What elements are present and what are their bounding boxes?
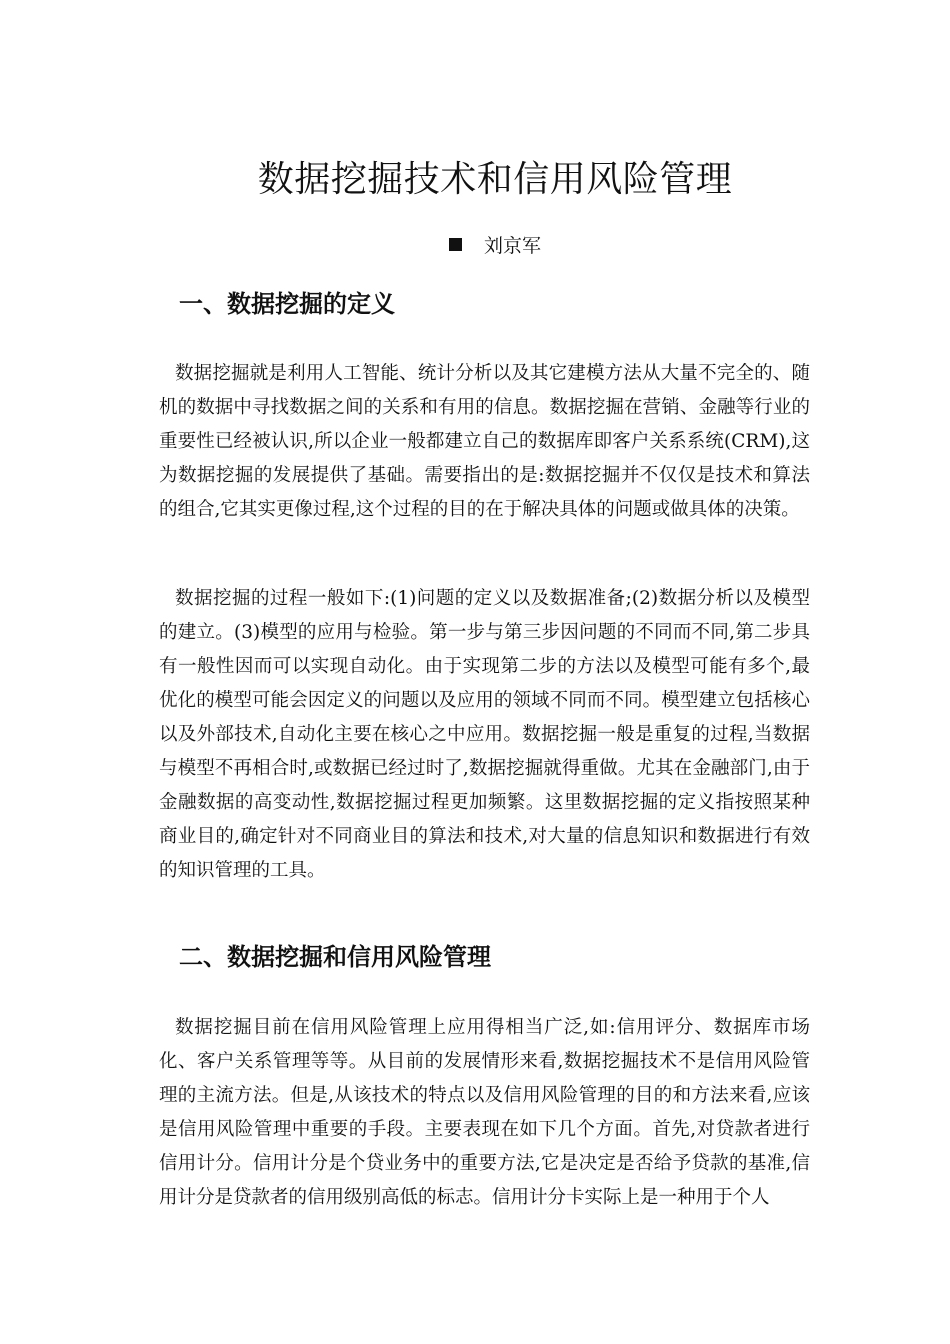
section-heading: 一、数据挖掘的定义 — [179, 290, 395, 318]
square-bullet-icon — [449, 238, 462, 251]
body-paragraph: 数据挖掘的过程一般如下:(1)问题的定义以及数据准备;(2)数据分析以及模型的建立。(3)模型的应用与检验。第一步与第三步因问题的不同而不同,第二步具有一般性因而可以实现自动化。由于实现第二步的方法以及模型可能有多个,最优化的模型可能会因定义的问题以及应用的领域不同而不同。模型建立包括核心以及外部技术,自动化主要在核心之中应用。数据挖掘一般是重复的过程,当数据与模型不再相合时,或数据已经过时了,数据挖掘就得重做。尤其在金融部门,由于金融数据的高变动性,数据挖掘过程更加频繁。这里数据挖掘的定义指按照某种商业目的,确定针对不同商业目的算法和技术,对大量的信息知识和数据进行有效的知识管理的工具。 — [159, 588, 810, 881]
author-line — [0, 232, 950, 260]
document-title: 数据挖掘技术和信用风险管理 — [257, 159, 733, 201]
body-paragraph: 数据挖掘目前在信用风险管理上应用得相当广泛,如:信用评分、数据库市场化、客户关系管理等等。从目前的发展情形来看,数据挖掘技术不是信用风险管理的主流方法。但是,从该技术的特点以及信用风险管理的目的和方法来看,应该是信用风险管理中重要的手段。主要表现在如下几个方面。首先,对贷款者进行信用计分。信用计分是个贷业务中的重要方法,它是决定是否给予贷款的基准,信用计分是贷款者的信用级别高低的标志。信用计分卡实际上是一种用于个人 — [159, 1017, 810, 1208]
body-paragraph: 数据挖掘就是利用人工智能、统计分析以及其它建模方法从大量不完全的、随机的数据中寻找数据之间的关系和有用的信息。数据挖掘在营销、金融等行业的重要性已经被认识,所以企业一般都建立自己的数据库即客户关系系统(CRM),这为数据挖掘的发展提供了基础。需要指出的是:数据挖掘并不仅仅是技术和算法的组合,它其实更像过程,这个过程的目的在于解决具体的问题或做具体的决策。 — [159, 363, 810, 520]
author-name: 刘京军 — [483, 235, 541, 257]
section-heading: 二、数据挖掘和信用风险管理 — [179, 943, 491, 971]
